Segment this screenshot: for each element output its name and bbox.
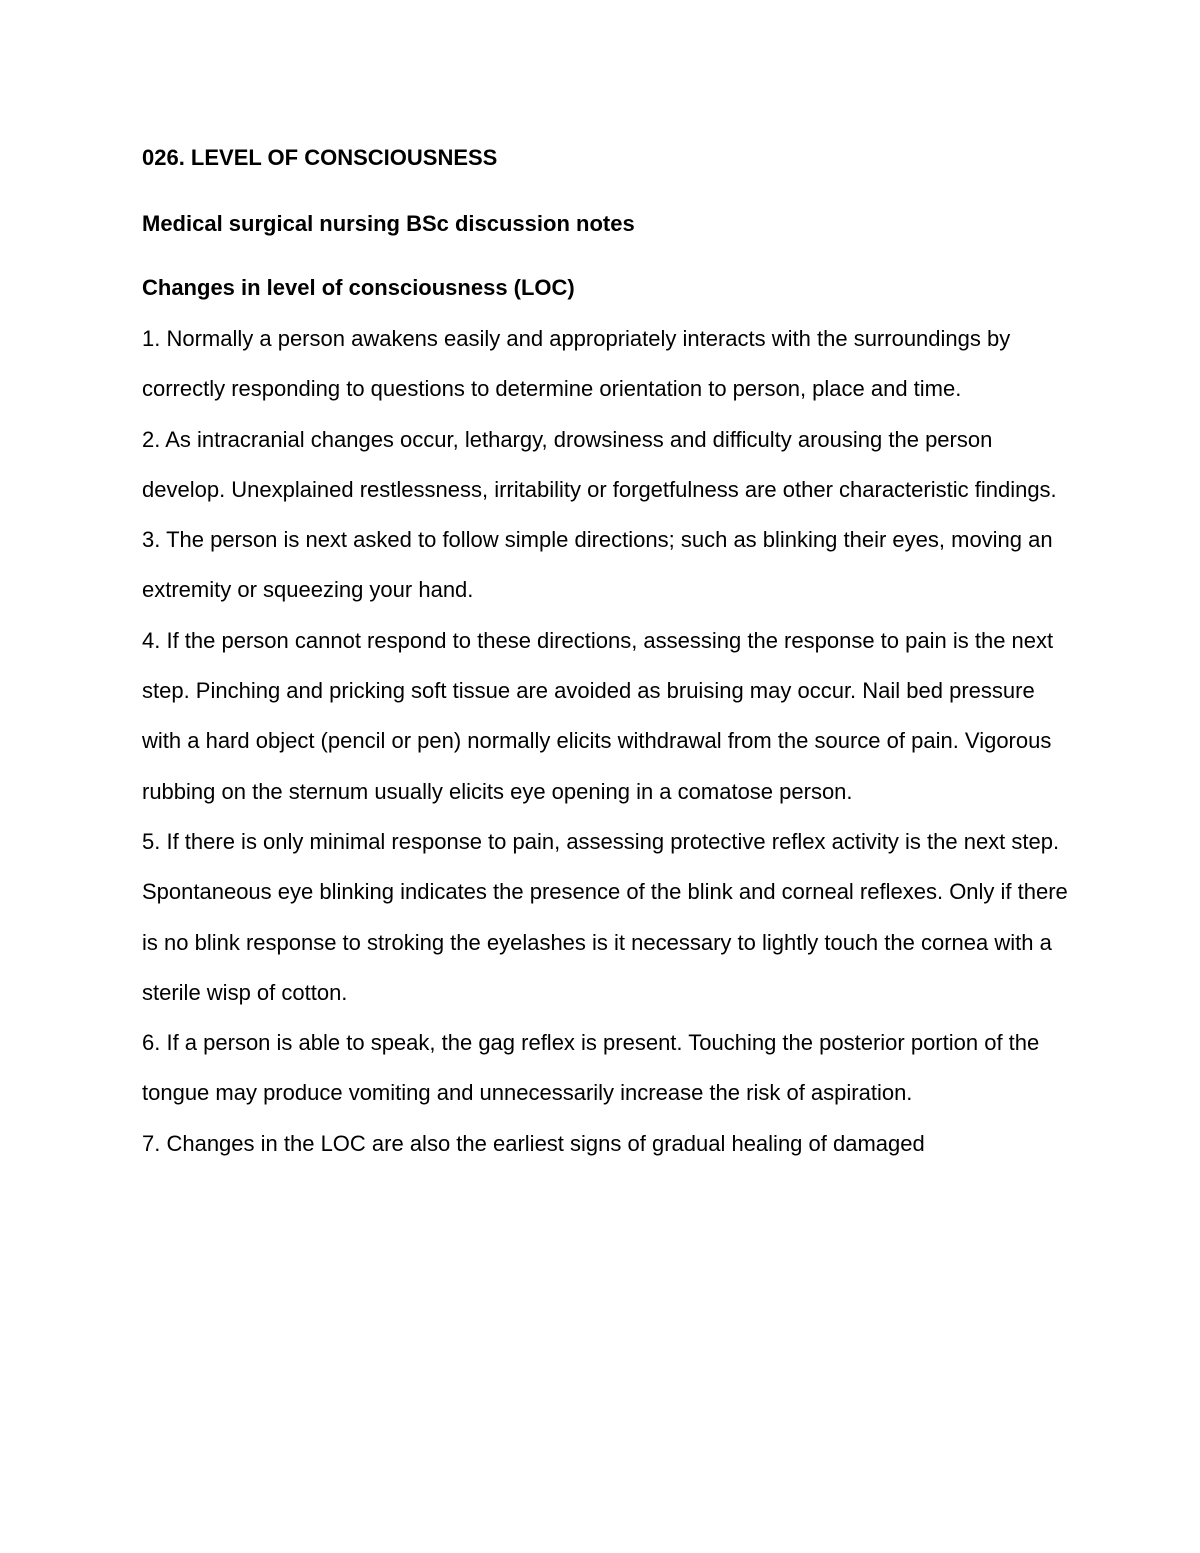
document-title: 026. LEVEL OF CONSCIOUSNESS [142, 145, 498, 170]
list-item: 4. If the person cannot respond to these directions, assessing the response to pain is the next step. Pinching and pricking soft tissue are avoided as bruising may occur. Nail bed pressure with a hard object (pencil or pen) normally elicits withdrawal from the source of pain. Vigorous rubbing on the sternum usually elicits eye opening in a comatose person. [142, 627, 1054, 804]
document-body [142, 143, 1072, 1169]
document-subtitle: Medical surgical nursing BSc discussion notes [142, 211, 635, 236]
numbered-list [142, 314, 1072, 1169]
list-item: 5. If there is only minimal response to pain, assessing protective reflex activity is the next step. Spontaneous eye blinking indicates the presence of the blink and corneal reflexes. Only if there is no blink response to stroking the eyelashes is it necessary to lightly touch the cornea with a sterile wisp of cotton. [142, 828, 1068, 1005]
list-item: 3. The person is next asked to follow simple directions; such as blinking their eyes, moving an extremity or squeezing your hand. [142, 527, 1053, 603]
list-item: 2. As intracranial changes occur, lethargy, drowsiness and difficulty arousing the person develop. Unexplained restlessness, irritability or forgetfulness are other characteristic findings. [142, 426, 1057, 502]
section-heading: Changes in level of consciousness (LOC) [142, 275, 575, 300]
list-item: 1. Normally a person awakens easily and appropriately interacts with the surroundings by correctly responding to questions to determine orientation to person, place and time. [142, 326, 1011, 402]
list-item: 7. Changes in the LOC are also the earliest signs of gradual healing of damaged [142, 1130, 925, 1156]
list-item: 6. If a person is able to speak, the gag reflex is present. Touching the posterior portion of the tongue may produce vomiting and unnecessarily increase the risk of aspiration. [142, 1030, 1040, 1106]
